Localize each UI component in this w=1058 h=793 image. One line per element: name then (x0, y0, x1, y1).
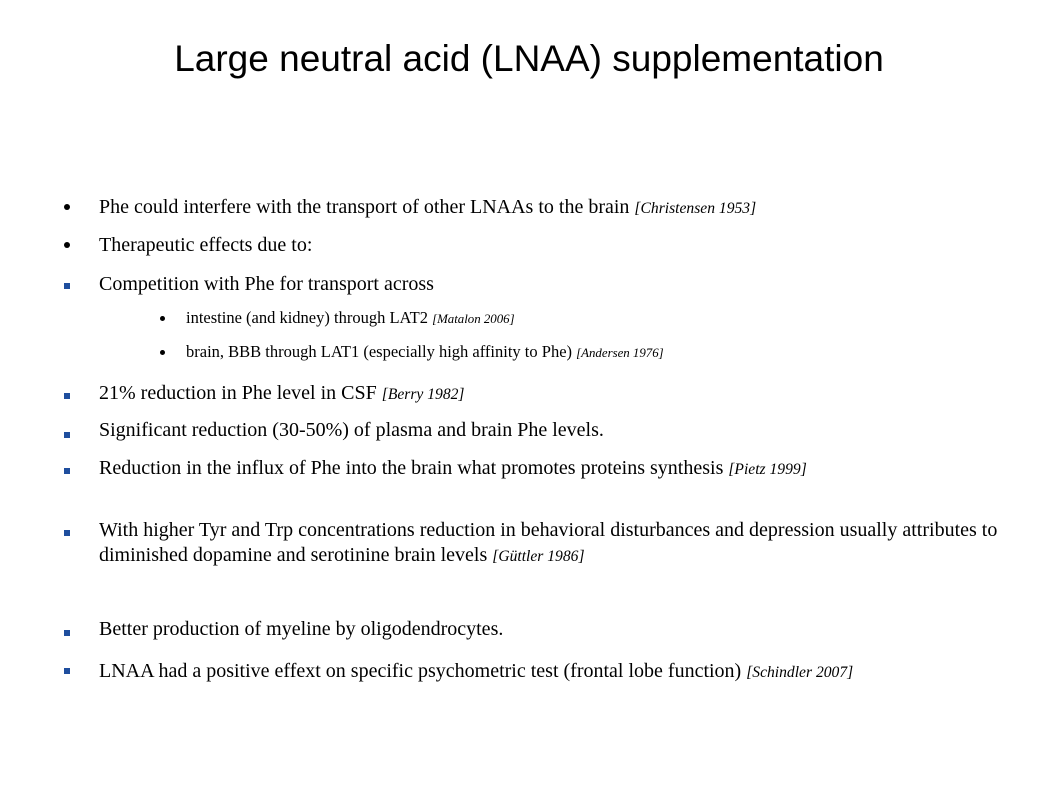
bullet-text: LNAA had a positive effext on specific psychometric test (frontal lobe function) (99, 660, 742, 682)
square-bullet-icon (64, 468, 70, 474)
citation: [Matalon 2006] (432, 312, 515, 326)
citation: [Schindler 2007] (746, 664, 854, 681)
round-bullet-icon (64, 204, 70, 210)
citation: [Güttler 1986] (492, 548, 585, 565)
square-bullet-icon (64, 668, 70, 674)
bullet-text: Reduction in the influx of Phe into the brain what promotes proteins synthesis (99, 457, 724, 479)
slide-title: Large neutral acid (LNAA) supplementation (174, 38, 884, 79)
citation: [Christensen 1953] (634, 200, 757, 217)
square-bullet-icon (64, 432, 70, 438)
bullet-text: Better production of myeline by oligodendrocytes. (99, 618, 504, 640)
bullet-text: With higher Tyr and Trp concentrations reduction in behavioral disturbances and depression usually attributes to diminished dopamine and serotinine brain levels (99, 519, 998, 566)
citation: [Pietz 1999] (728, 461, 807, 478)
round-bullet-icon (160, 316, 165, 321)
citation: [Andersen 1976] (576, 346, 664, 360)
square-bullet-icon (64, 630, 70, 636)
citation: [Berry 1982] (381, 386, 465, 403)
square-bullet-icon (64, 393, 70, 399)
square-bullet-icon (64, 530, 70, 536)
round-bullet-icon (64, 242, 70, 248)
square-bullet-icon (64, 283, 70, 289)
bullet-text: intestine (and kidney) through LAT2 (186, 308, 428, 327)
bullet-text: Competition with Phe for transport across (99, 273, 434, 295)
bullet-text: Therapeutic effects due to: (99, 234, 313, 256)
bullet-text: Significant reduction (30-50%) of plasma and brain Phe levels. (99, 419, 604, 441)
bullet-text: brain, BBB through LAT1 (especially high affinity to Phe) (186, 342, 573, 361)
bullet-text: Phe could interfere with the transport of other LNAAs to the brain (99, 196, 630, 218)
round-bullet-icon (160, 350, 165, 355)
bullet-text: 21% reduction in Phe level in CSF (99, 382, 377, 404)
